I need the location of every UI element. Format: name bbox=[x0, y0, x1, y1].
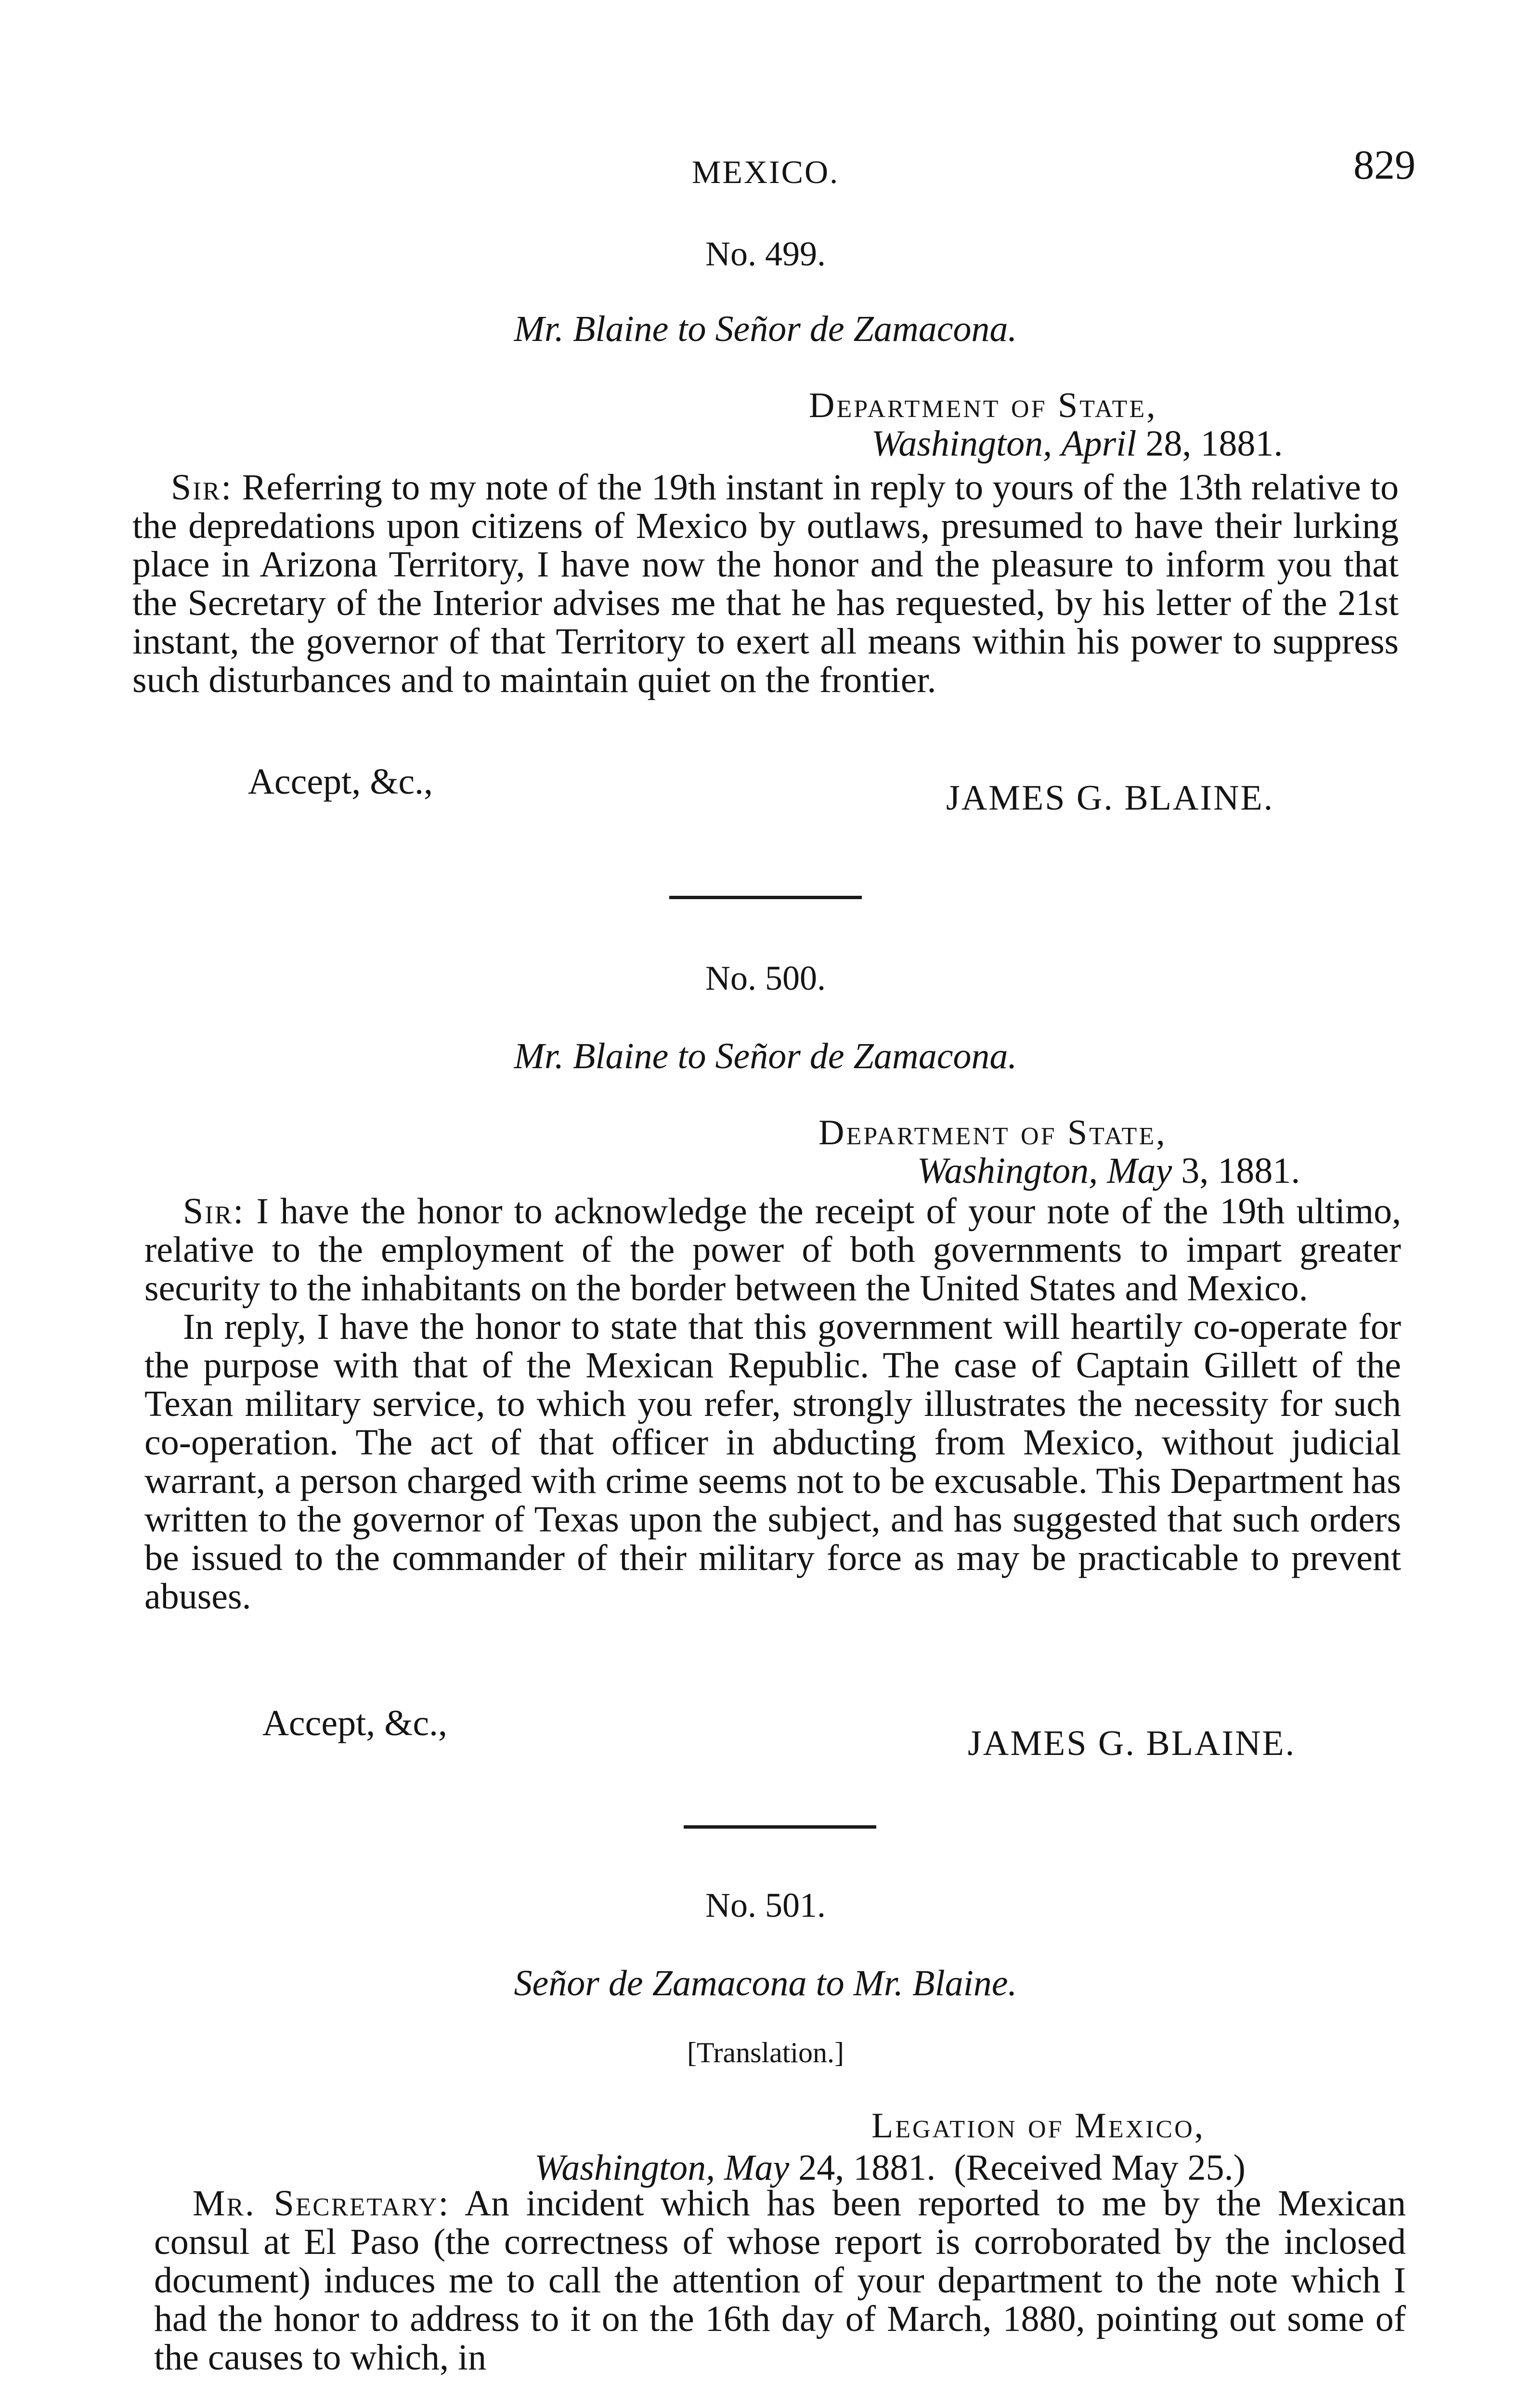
letter-501-number: No. 501. bbox=[705, 1886, 826, 1924]
letter-500-dateline: Washington, May 3, 1881. bbox=[917, 1151, 1300, 1191]
letter-500-signature: JAMES G. BLAINE. bbox=[968, 1724, 1296, 1763]
letter-499-department: Department of State, bbox=[809, 386, 1157, 425]
running-title: MEXICO. bbox=[691, 154, 840, 190]
letter-501-headline: Señor de Zamacona to Mr. Blaine. bbox=[514, 1963, 1017, 2003]
letter-501-body bbox=[154, 2184, 1406, 2377]
letter-500-headline: Mr. Blaine to Señor de Zamacona. bbox=[514, 1036, 1017, 1076]
letter-499-closing: Accept, &c., bbox=[248, 761, 433, 802]
letter-499-number: No. 499. bbox=[705, 235, 826, 273]
letter-501-paragraph: An incident which has been reported to me by the Mexican consul at El Paso (the correctness of whose report is corroborated by the inclosed document) induces me to call the attention of your department to the note which I had the honor to address to it on the 16th day of March, 1880, pointing out some of the causes to which, in bbox=[154, 2183, 1406, 2378]
letter-500-body bbox=[144, 1192, 1401, 1616]
translation-note: [Translation.] bbox=[687, 2037, 844, 2068]
letter-500-department: Department of State, bbox=[818, 1113, 1167, 1152]
letter-501-salutation: Mr. Secretary: bbox=[193, 2183, 450, 2224]
section-divider bbox=[669, 896, 862, 899]
section-divider bbox=[684, 1825, 876, 1829]
letter-499-body bbox=[132, 468, 1399, 699]
letter-500-number: No. 500. bbox=[705, 959, 826, 997]
letter-499-dateline: Washington, April 28, 1881. bbox=[871, 423, 1283, 464]
letter-499-salutation: Sir: bbox=[171, 467, 233, 508]
letter-499-headline: Mr. Blaine to Señor de Zamacona. bbox=[514, 309, 1017, 349]
page-number: 829 bbox=[1353, 142, 1416, 188]
letter-500-salutation: Sir: bbox=[183, 1191, 245, 1231]
letter-499-signature: JAMES G. BLAINE. bbox=[946, 778, 1274, 818]
letter-500-closing: Accept, &c., bbox=[262, 1703, 448, 1743]
letter-501-received-note: (Received May 25.) bbox=[954, 2147, 1246, 2188]
letter-500-paragraph-1: I have the honor to acknowledge the receipt of your note of the 19th ultimo, relative to the employment of the power of both governments to impart greater security to the inhabitants on the border between the United States and Mexico. bbox=[144, 1191, 1401, 1309]
letter-501-legation: Legation of Mexico, bbox=[871, 2106, 1206, 2146]
letter-499-paragraph: Referring to my note of the 19th instant in reply to yours of the 13th relative to the depredations upon citizens of Mexico by outlaws, presumed to have their lurking place in Arizona Territory, I have now the honor and the pleasure to inform you that the Secretary of the Interior advises me that he has requested, by his letter of the 21st instant, the governor of that Territory to exert all means within his power to suppress such disturbances and to maintain quiet on the frontier. bbox=[132, 467, 1399, 700]
letter-501-dateline: Washington, May 24, 1881. (Received May 25.) bbox=[534, 2147, 1246, 2188]
letter-500-paragraph-2: In reply, I have the honor to state that this government will heartily co-operate for the purpose with that of the Mexican Republic. The case of Captain Gillett of the Texan military service, to which you refer, strongly illustrates the necessity for such co-operation. The act of that officer in abducting from Mexico, without judicial warrant, a person charged with crime seems not to be excusable. This Department has written to the governor of Texas upon the subject, and has suggested that such orders be issued to the commander of their military force as may be practicable to prevent abuses. bbox=[144, 1307, 1401, 1617]
